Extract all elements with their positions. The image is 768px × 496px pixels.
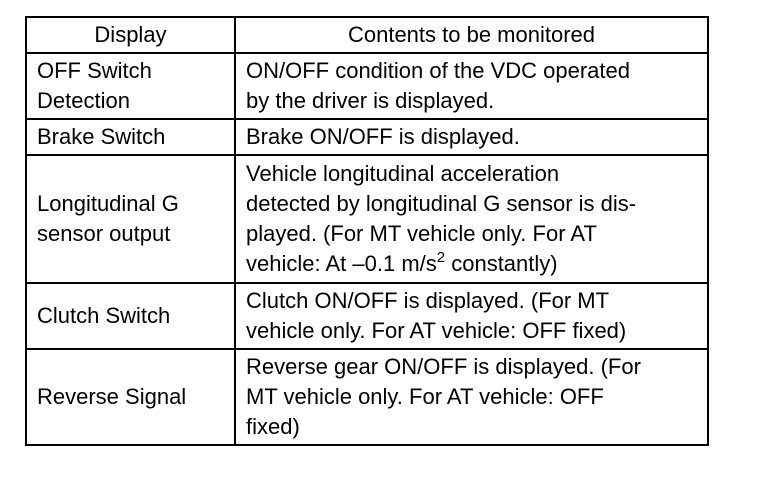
cell-display: Longitudinal G sensor output: [26, 155, 235, 283]
cell-display: Clutch Switch: [26, 283, 235, 349]
table-row-off-switch-detection: [26, 53, 708, 119]
contents-text-tail: constantly): [445, 251, 558, 276]
cell-contents: Clutch ON/OFF is displayed. (For MT vehicle only. For AT vehicle: OFF fixed): [235, 283, 708, 349]
table-header-row: [26, 17, 708, 53]
superscript-exponent: 2: [436, 249, 446, 266]
table-row-brake-switch: [26, 119, 708, 155]
cell-contents: [235, 155, 708, 283]
cell-display: OFF Switch Detection: [26, 53, 235, 119]
monitor-items-table: [25, 16, 709, 446]
header-contents: Contents to be monitored: [235, 17, 708, 53]
cell-contents: ON/OFF condition of the VDC operated by the driver is displayed.: [235, 53, 708, 119]
table-row-clutch-switch: [26, 283, 708, 349]
table-row-longitudinal-g: [26, 155, 708, 283]
cell-contents: Brake ON/OFF is displayed.: [235, 119, 708, 155]
contents-text: Vehicle longitudinal acceleration detected by longitudinal G sensor is dis- played. (For MT vehicle only. For AT vehicle: At –0.1 m/s: [246, 161, 637, 276]
cell-display: Brake Switch: [26, 119, 235, 155]
table-row-reverse-signal: [26, 349, 708, 445]
cell-contents: Reverse gear ON/OFF is displayed. (For MT vehicle only. For AT vehicle: OFF fixed): [235, 349, 708, 445]
cell-display: Reverse Signal: [26, 349, 235, 445]
header-display: Display: [26, 17, 235, 53]
